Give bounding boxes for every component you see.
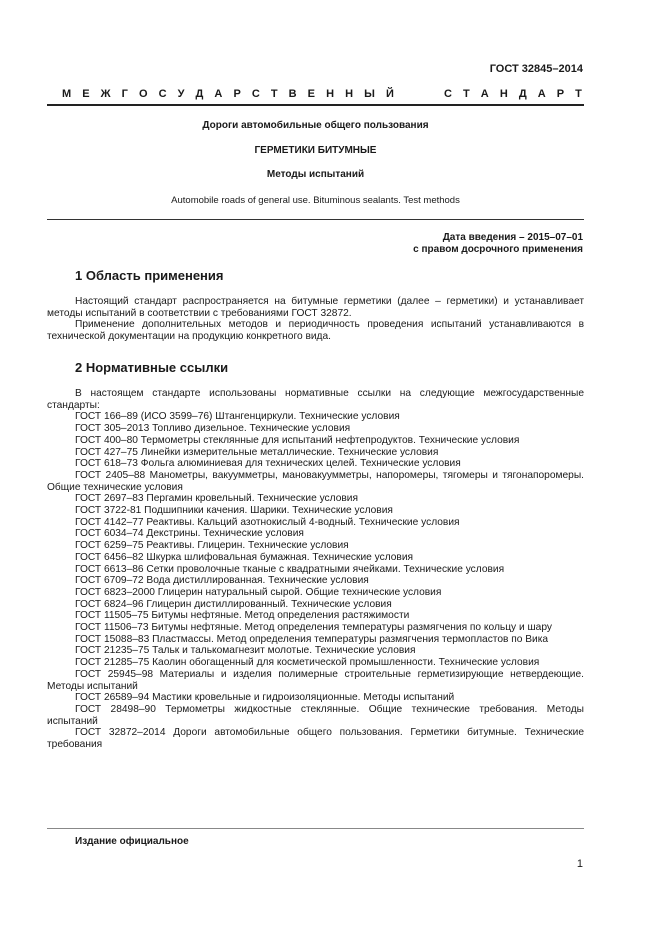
banner-letter: Ы bbox=[364, 88, 375, 100]
header-rule bbox=[47, 104, 584, 106]
section-2-title: 2 Нормативные ссылки bbox=[75, 360, 229, 375]
banner-letter: Д bbox=[195, 88, 204, 100]
banner-letter: Т bbox=[270, 88, 278, 100]
banner-letter: Н bbox=[499, 88, 508, 100]
section2-paragraph: ГОСТ 26589–94 Мастики кровельные и гидроизоляционные. Методы испытаний bbox=[75, 692, 455, 704]
section2-paragraph: ГОСТ 6456–82 Шкурка шлифовальная бумажная. Технические условия bbox=[75, 551, 414, 563]
section2-paragraph: ГОСТ 15088–83 Пластмассы. Метод определения температуры размягчения термопластов по Вика bbox=[75, 633, 549, 645]
section2-paragraph: ГОСТ 6259–75 Реактивы. Глицерин. Технические условия bbox=[75, 540, 349, 552]
banner-letter: С bbox=[443, 88, 452, 100]
intro-date-note: с правом досрочного применения bbox=[413, 244, 583, 255]
edition-note: Издание официальное bbox=[75, 836, 189, 847]
section2-paragraph: ГОСТ 400–80 Термометры стеклянные для испытаний нефтепродуктов. Технические условия bbox=[75, 434, 520, 446]
section2-paragraph: ГОСТ 11505–75 Битумы нефтяные. Метод определения растяжимости bbox=[75, 610, 410, 622]
section2-paragraph: ГОСТ 21285–75 Каолин обогащенный для косметической промышленности. Технические условия bbox=[75, 657, 540, 669]
banner-gap bbox=[405, 88, 433, 100]
banner-letter: С bbox=[158, 88, 167, 100]
title-rule bbox=[47, 219, 584, 220]
section2-paragraph: ГОСТ 6823–2000 Глицерин натуральный сырой. Общие технические условия bbox=[75, 586, 442, 598]
section2-paragraph: ГОСТ 618–73 Фольга алюминиевая для технических целей. Технические условия bbox=[75, 458, 461, 470]
banner-letter: О bbox=[138, 88, 148, 100]
banner-letter: Г bbox=[121, 88, 128, 100]
banner-letter: Е bbox=[307, 88, 316, 100]
section2-paragraph: ГОСТ 166–89 (ИСО 3599–76) Штангенциркули. Технические условия bbox=[75, 411, 400, 423]
banner-letter: В bbox=[288, 88, 297, 100]
banner-letter: А bbox=[537, 88, 546, 100]
title-line-1: Дороги автомобильные общего пользования bbox=[202, 120, 429, 131]
banner-letter: Д bbox=[518, 88, 527, 100]
section2-paragraph: ГОСТ 4142–77 Реактивы. Кальций азотнокислый 4-водный. Технические условия bbox=[75, 516, 460, 528]
page-number: 1 bbox=[576, 858, 583, 870]
title-line-3: Методы испытаний bbox=[266, 169, 365, 180]
section2-paragraph: ГОСТ 28498–90 Термометры жидкостные стеклянные. Общие технические требования. Методы испытаний bbox=[47, 703, 584, 727]
section2-paragraph: ГОСТ 2697–83 Пергамин кровельный. Технические условия bbox=[75, 493, 358, 505]
section2-paragraph: ГОСТ 427–75 Линейки измерительные металлические. Технические условия bbox=[75, 446, 439, 458]
standard-banner bbox=[62, 88, 582, 100]
section2-paragraph: ГОСТ 2405–88 Манометры, вакуумметры, мановакуумметры, напоромеры, тягомеры и тягонапоромеры. Общие технические условия bbox=[47, 469, 584, 493]
section2-paragraph: ГОСТ 11506–73 Битумы нефтяные. Метод определения температуры размягчения по кольцу и шару bbox=[75, 622, 552, 634]
section2-paragraph: ГОСТ 6709–72 Вода дистиллированная. Технические условия bbox=[75, 575, 369, 587]
banner-letter: С bbox=[251, 88, 260, 100]
section-2-body bbox=[47, 388, 584, 751]
section2-paragraph: ГОСТ 25945–98 Материалы и изделия полимерные строительные герметизирующие нетвердеющие. Методы испытаний bbox=[47, 668, 584, 692]
banner-letter: У bbox=[177, 88, 185, 100]
document-code: ГОСТ 32845–2014 bbox=[489, 63, 583, 75]
banner-letter: Н bbox=[345, 88, 354, 100]
section2-paragraph: ГОСТ 21235–75 Тальк и талькомагнезит молотые. Технические условия bbox=[75, 645, 416, 657]
banner-letter: Р bbox=[233, 88, 241, 100]
banner-letter: Т bbox=[575, 88, 582, 100]
section2-paragraph: ГОСТ 6824–96 Глицерин дистиллированный. Технические условия bbox=[75, 598, 392, 610]
english-title: Automobile roads of general use. Bituminous sealants. Test methods bbox=[171, 195, 460, 206]
banner-letter: М bbox=[62, 88, 72, 100]
section-1-title: 1 Область применения bbox=[75, 268, 224, 283]
banner-letter: А bbox=[214, 88, 223, 100]
section2-paragraph: ГОСТ 6034–74 Декстрины. Технические условия bbox=[75, 528, 304, 540]
footer-rule bbox=[47, 828, 584, 829]
section-1-body bbox=[47, 296, 584, 343]
section1-paragraph: Настоящий стандарт распространяется на битумные герметики (далее – герметики) и устанавливает методы испытаний в соответствии с требованиями ГОСТ 32872. bbox=[47, 296, 584, 319]
banner-letter: А bbox=[480, 88, 489, 100]
intro-date: Дата введения – 2015–07–01 bbox=[442, 232, 583, 243]
banner-letter: Н bbox=[326, 88, 335, 100]
section2-paragraph: В настоящем стандарте использованы нормативные ссылки на следующие межгосударственные стандарты: bbox=[47, 388, 584, 411]
section2-paragraph: ГОСТ 305–2013 Топливо дизельное. Технические условия bbox=[75, 423, 351, 435]
banner-letter: Р bbox=[556, 88, 565, 100]
banner-letter: Ж bbox=[100, 88, 111, 100]
section2-paragraph: ГОСТ 3722-81 Подшипники качения. Шарики. Технические условия bbox=[75, 505, 393, 517]
section2-paragraph: ГОСТ 6613–86 Сетки проволочные тканые с квадратными ячейками. Технические условия bbox=[75, 563, 505, 575]
title-line-2: ГЕРМЕТИКИ БИТУМНЫЕ bbox=[254, 145, 377, 156]
banner-letter: Е bbox=[82, 88, 90, 100]
banner-letter: Й bbox=[385, 88, 394, 100]
section2-paragraph: ГОСТ 32872–2014 Дороги автомобильные общего пользования. Герметики битумные. Технические требования bbox=[47, 727, 584, 751]
banner-letter: Т bbox=[463, 88, 470, 100]
section1-paragraph: Применение дополнительных методов и периодичность проведения испытаний устанавливаются в технической документации на продукцию конкретного вида. bbox=[47, 319, 584, 343]
